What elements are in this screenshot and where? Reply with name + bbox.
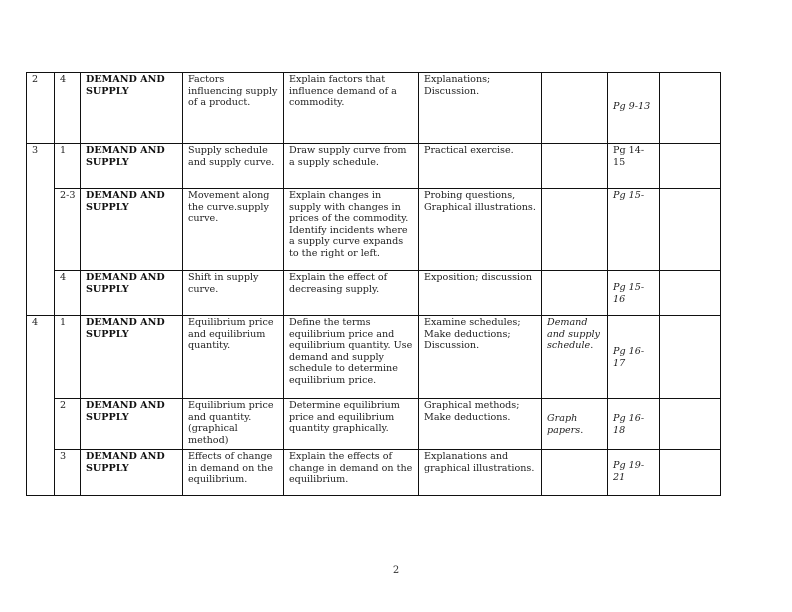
page-number: 2 <box>392 565 400 576</box>
remarks-cell <box>660 450 721 496</box>
objectives-cell: Define the terms equilibrium price and equilibrium quantity. Use demand and supply schedule to determine equilibrium price. <box>284 316 419 399</box>
resources-cell <box>542 73 608 144</box>
activities-cell: Graphical methods; Make deductions. <box>419 399 542 450</box>
references-cell: Pg 15-16 <box>608 271 660 316</box>
remarks-cell <box>660 399 721 450</box>
table-row <box>27 189 721 271</box>
subtopic-cell: Factors influencing supply of a product. <box>183 73 284 144</box>
references-cell: Pg 19-21 <box>608 450 660 496</box>
topic-cell: DEMAND AND SUPPLY <box>81 144 183 189</box>
table-row <box>27 316 721 399</box>
activities-cell: Probing questions, Graphical illustrations. <box>419 189 542 271</box>
subtopic-cell: Effects of change in demand on the equilibrium. <box>183 450 284 496</box>
remarks-cell <box>660 189 721 271</box>
lesson-cell: 4 <box>55 271 81 316</box>
references-cell: Pg 15- <box>608 189 660 271</box>
objectives-cell: Explain changes in supply with changes in prices of the commodity. Identify incidents where a supply curve expands to the right or left. <box>284 189 419 271</box>
resources-cell <box>542 189 608 271</box>
table-row <box>27 73 721 144</box>
lesson-cell: 1 <box>55 316 81 399</box>
week-cell: 4 <box>27 316 55 496</box>
topic-cell: DEMAND AND SUPPLY <box>81 73 183 144</box>
week-cell: 2 <box>27 73 55 144</box>
references-cell: Pg 14-15 <box>608 144 660 189</box>
activities-cell: Exposition; discussion <box>419 271 542 316</box>
resources-cell <box>542 450 608 496</box>
remarks-cell <box>660 316 721 399</box>
lesson-cell: 4 <box>55 73 81 144</box>
table-row <box>27 450 721 496</box>
objectives-cell: Explain factors that influence demand of a commodity. <box>284 73 419 144</box>
activities-cell: Explanations; Discussion. <box>419 73 542 144</box>
lesson-cell: 1 <box>55 144 81 189</box>
lesson-cell: 2-3 <box>55 189 81 271</box>
resources-cell <box>542 144 608 189</box>
remarks-cell <box>660 73 721 144</box>
subtopic-cell: Shift in supply curve. <box>183 271 284 316</box>
resources-cell: Demand and supply schedule. <box>542 316 608 399</box>
topic-cell: DEMAND AND SUPPLY <box>81 271 183 316</box>
references-cell: Pg 16-17 <box>608 316 660 399</box>
objectives-cell: Draw supply curve from a supply schedule. <box>284 144 419 189</box>
week-cell: 3 <box>27 144 55 316</box>
subtopic-cell: Equilibrium price and equilibrium quantity. <box>183 316 284 399</box>
objectives-cell: Explain the effects of change in demand on the equilibrium. <box>284 450 419 496</box>
table-row <box>27 271 721 316</box>
objectives-cell: Explain the effect of decreasing supply. <box>284 271 419 316</box>
references-cell: Pg 16-18 <box>608 399 660 450</box>
subtopic-cell: Supply schedule and supply curve. <box>183 144 284 189</box>
topic-cell: DEMAND AND SUPPLY <box>81 450 183 496</box>
objectives-cell: Determine equilibrium price and equilibrium quantity graphically. <box>284 399 419 450</box>
remarks-cell <box>660 271 721 316</box>
activities-cell: Examine schedules; Make deductions; Discussion. <box>419 316 542 399</box>
lesson-cell: 2 <box>55 399 81 450</box>
table-row <box>27 399 721 450</box>
table-row <box>27 144 721 189</box>
subtopic-cell: Movement along the curve.supply curve. <box>183 189 284 271</box>
scheme-of-work-table <box>26 72 721 496</box>
resources-cell: Graph papers. <box>542 399 608 450</box>
lesson-cell: 3 <box>55 450 81 496</box>
subtopic-cell: Equilibrium price and quantity. (graphical method) <box>183 399 284 450</box>
topic-cell: DEMAND AND SUPPLY <box>81 399 183 450</box>
resources-cell <box>542 271 608 316</box>
remarks-cell <box>660 144 721 189</box>
topic-cell: DEMAND AND SUPPLY <box>81 316 183 399</box>
activities-cell: Practical exercise. <box>419 144 542 189</box>
activities-cell: Explanations and graphical illustrations. <box>419 450 542 496</box>
topic-cell: DEMAND AND SUPPLY <box>81 189 183 271</box>
references-cell: Pg 9-13 <box>608 73 660 144</box>
